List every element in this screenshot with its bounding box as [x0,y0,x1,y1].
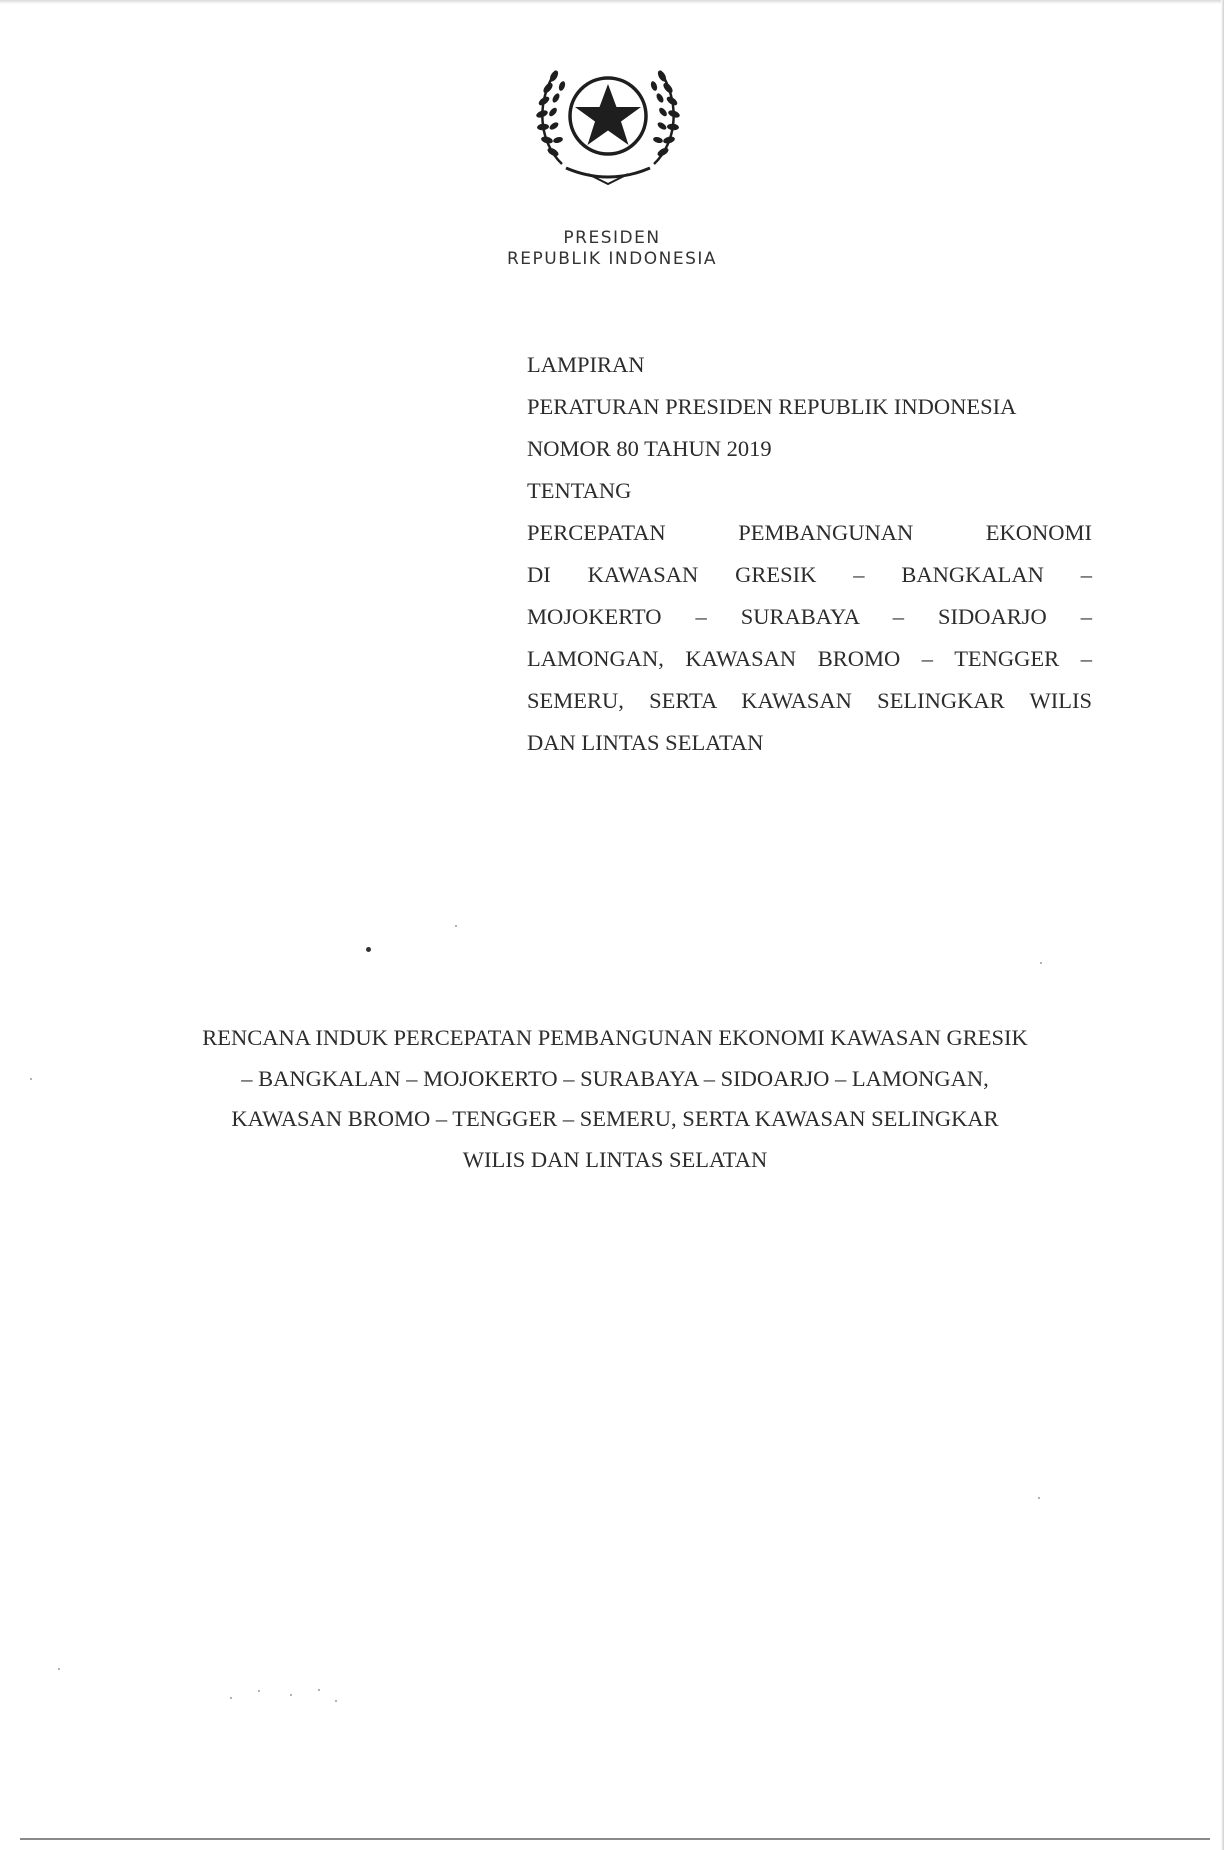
scan-speck [230,1697,232,1699]
scan-speck [58,1668,60,1670]
letterhead-subtitle: REPUBLIK INDONESIA [506,249,718,269]
title-line: WILIS DAN LINTAS SELATAN [462,1146,768,1172]
attachment-line: MOJOKERTO – SURABAYA – SIDOARJO – [527,604,1092,629]
scan-speck [258,1690,260,1692]
scan-speck [318,1689,320,1691]
attachment-line: NOMOR 80 TAHUN 2019 [527,436,772,461]
attachment-line: PERATURAN PRESIDEN REPUBLIK INDONESIA [527,394,1017,419]
scan-dot [366,947,371,952]
attachment-line: TENTANG [527,478,632,503]
scan-edge-top [0,0,1224,4]
attachment-line: LAMPIRAN [527,352,645,377]
scan-speck [1038,1497,1040,1499]
attachment-line: PERCEPATAN PEMBANGUNAN EKONOMI [527,520,1092,545]
letterhead-title: PRESIDEN [563,228,661,248]
letterhead [412,228,812,270]
scan-speck [30,1078,32,1080]
title-line: – BANGKALAN – MOJOKERTO – SURABAYA – SIDOARJO – LAMONGAN, [241,1065,989,1091]
bottom-rule [20,1838,1210,1840]
scan-speck [455,925,457,927]
attachment-line: LAMONGAN, KAWASAN BROMO – TENGGER – [527,646,1092,671]
title-line: KAWASAN BROMO – TENGGER – SEMERU, SERTA KAWASAN SELINGKAR [231,1106,999,1131]
attachment-reference-block [527,344,1092,764]
document-title [110,1018,1120,1180]
title-line: RENCANA INDUK PERCEPATAN PEMBANGUNAN EKONOMI KAWASAN GRESIK [202,1025,1028,1050]
attachment-line: DI KAWASAN GRESIK – BANGKALAN – [527,562,1092,587]
scan-speck [290,1694,292,1696]
attachment-line: SEMERU, SERTA KAWASAN SELINGKAR WILIS [527,688,1092,713]
presidential-emblem-icon [528,46,688,206]
scan-speck [1040,962,1042,964]
scan-speck [335,1700,337,1702]
attachment-line: DAN LINTAS SELATAN [527,730,764,755]
